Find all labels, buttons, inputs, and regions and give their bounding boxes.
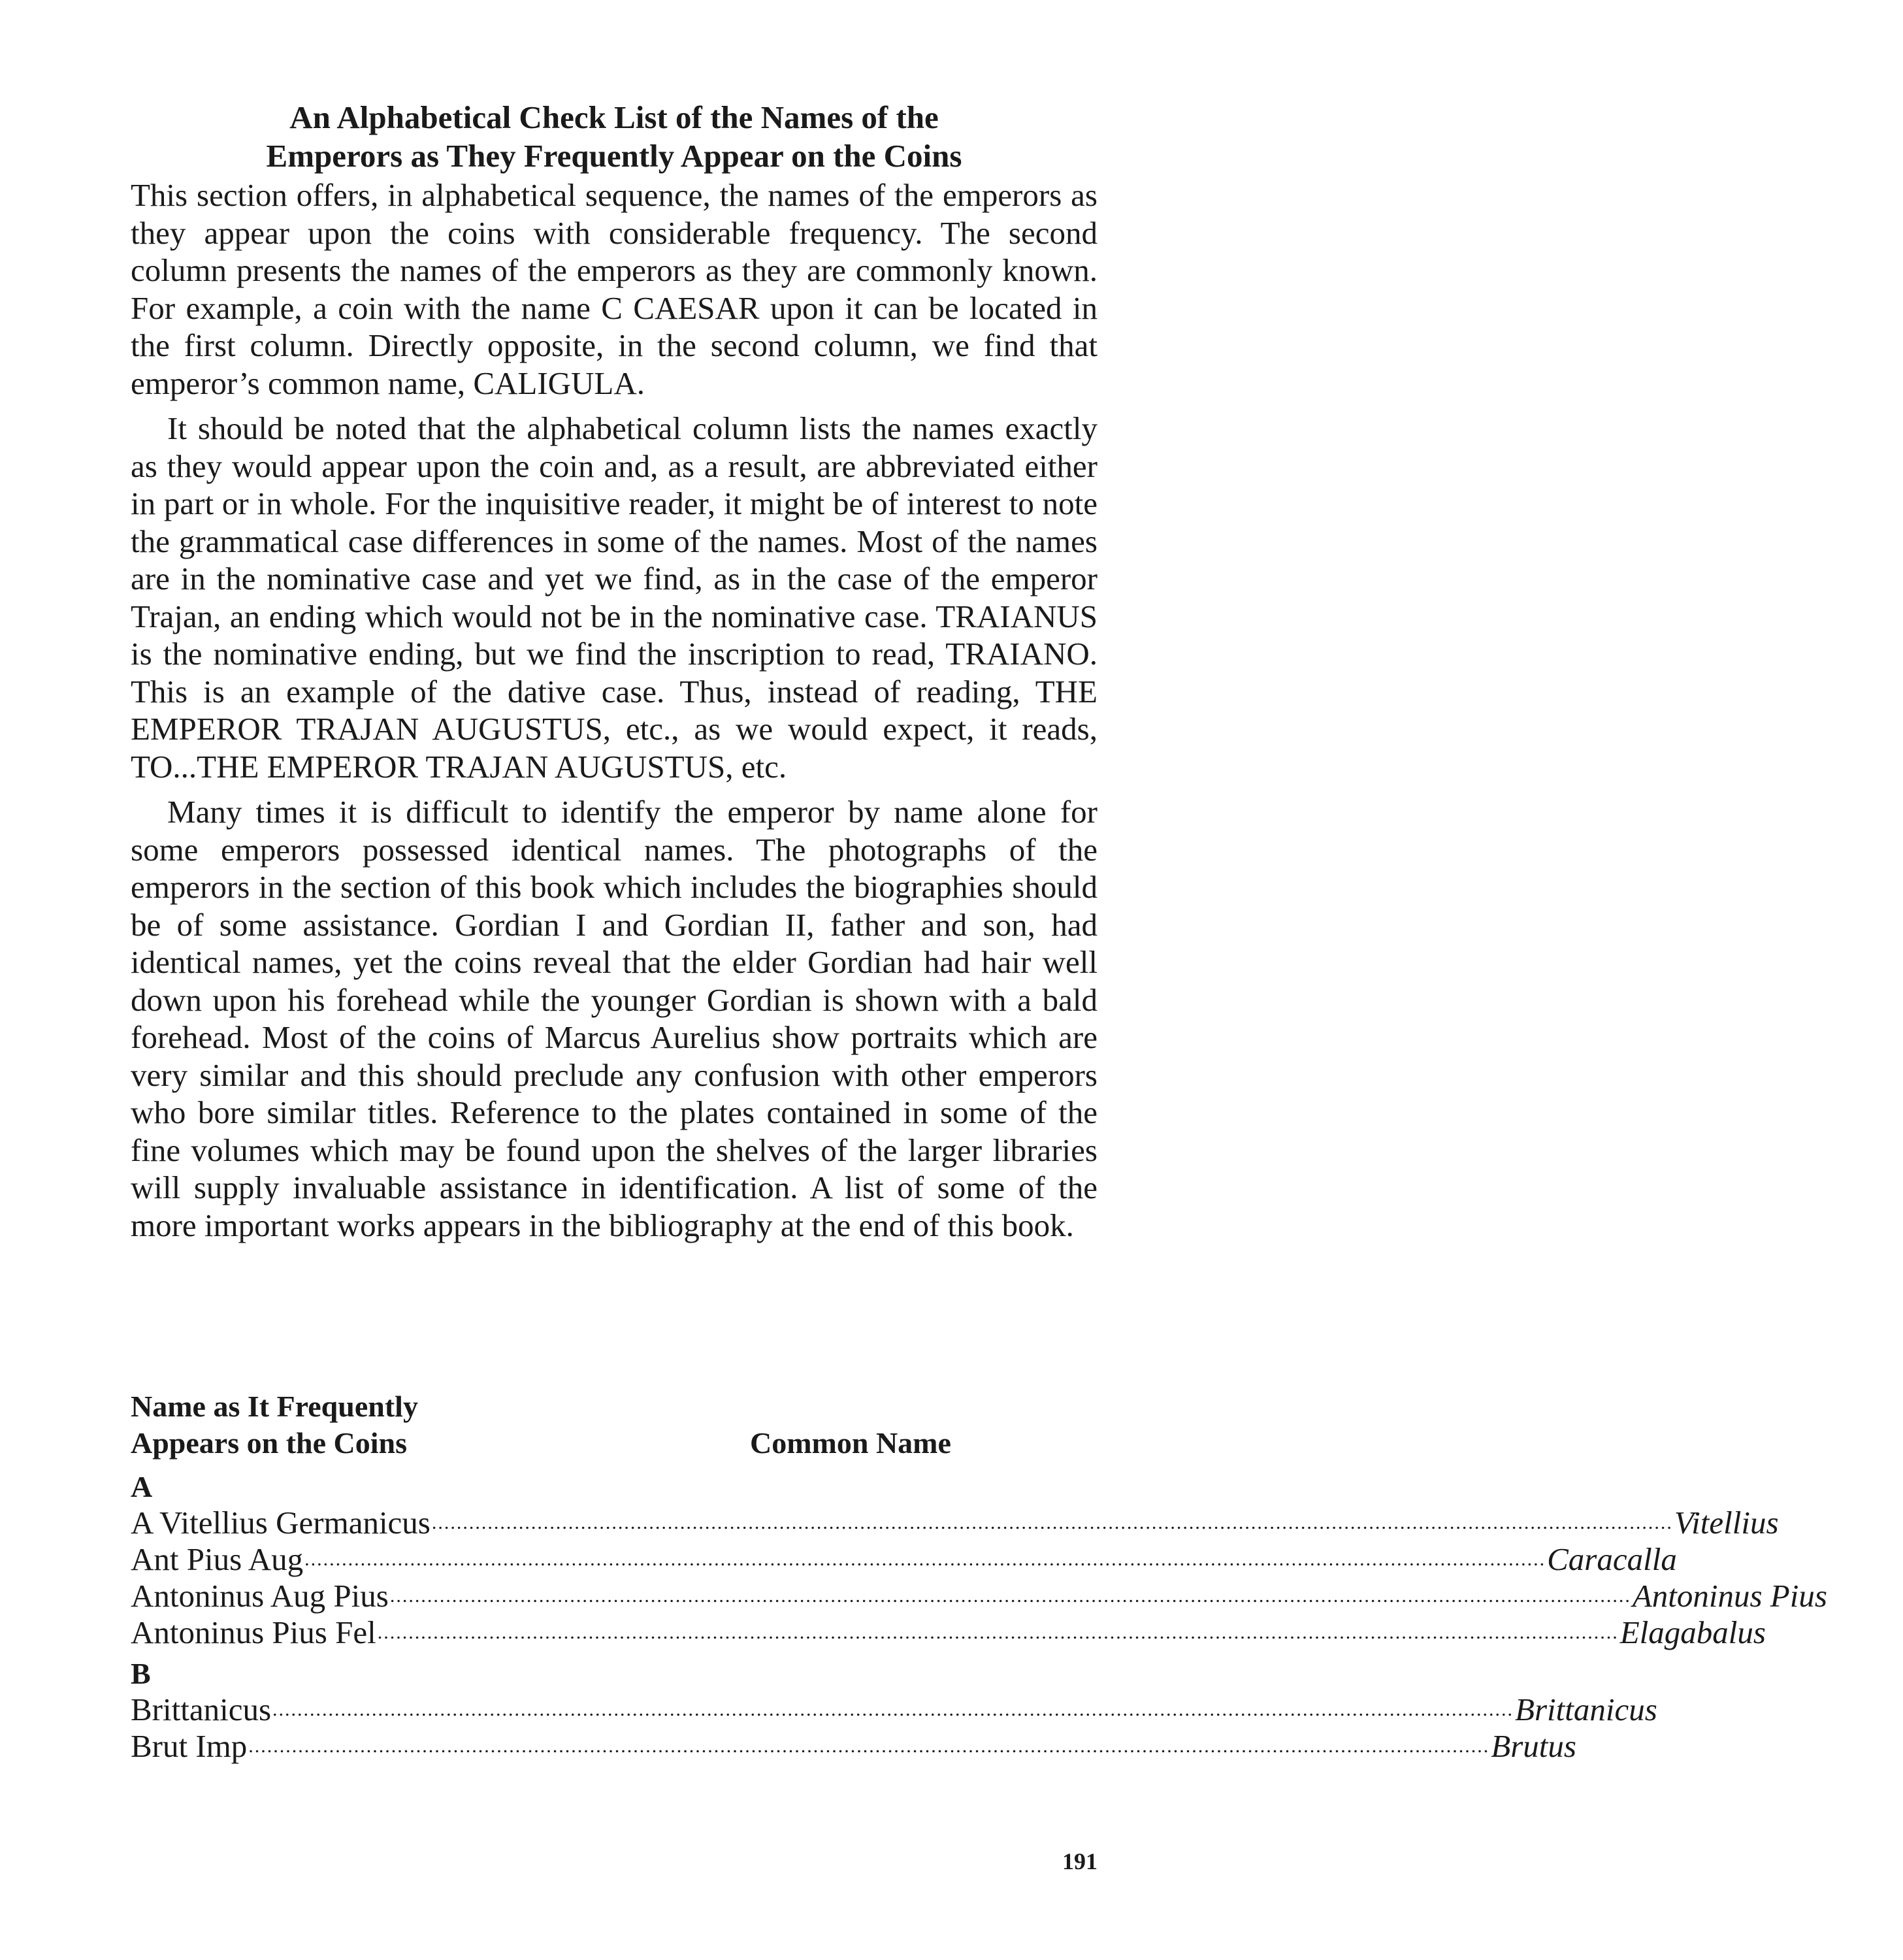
paragraph-2: It should be noted that the alphabetical column lists the names exactly as they would appear upon the coin and, as a result, are abbreviated either in part or in whole. For the inquisitive reader, it might be of interest to note the grammatical case differences in some of the names. Most of the names are in the nominative case and yet we find, as in the case of the emperor Trajan, an ending which would not be in the nominative case. TRAIANUS is the nominative ending, but we find the inscription to read, TRAIANO. This is an example of the dative case. Thus, instead of reading, THE EMPEROR TRAJAN AUGUSTUS, etc., as we would expect, it reads, TO...THE EMPEROR TRAJAN AUGUSTUS, etc. [131,410,1098,785]
section-letter: A [131,1470,153,1503]
section-b [131,1656,1657,1765]
coin-name: Brut Imp [131,1728,248,1764]
common-name: Brutus [1491,1728,1576,1764]
paragraph-1: This section offers, in alphabetical sequence, the names of the emperors as they appear upon the coins with considerable frequency. The second column presents the names of the emperors as they are commonly known. For example, a coin with the name C CAESAR upon it can be located in the first column. Directly opposite, in the second column, we find that emperor’s common name, CALIGULA. [131,177,1098,401]
dot-leader: ........................................................................................................................................................................................................ [431,1512,1673,1533]
common-name: Caracalla [1547,1541,1677,1577]
intro-text [131,176,1098,1244]
section-a [131,1469,1827,1651]
common-name-column-header: Common Name [750,1426,951,1460]
common-name: Elagabalus [1619,1614,1766,1650]
coin-name: Ant Pius Aug [131,1541,304,1577]
dot-leader: ........................................................................................................................................................................................................ [272,1699,1514,1720]
coin-name-column-header [131,1388,418,1462]
title-line-1: An Alphabetical Check List of the Names of the [289,99,939,135]
dot-leader: ........................................................................................................................................................................................................ [248,1735,1490,1757]
dot-leader: ........................................................................................................................................................................................................ [304,1548,1546,1570]
list-header [131,1388,1098,1464]
common-name: Antoninus Pius [1632,1578,1827,1614]
coin-name: Antoninus Aug Pius [131,1578,389,1614]
coin-name: Brittanicus [131,1691,272,1727]
coin-name-header-line-1: Name as It Frequently [131,1390,418,1423]
common-name: Brittanicus [1515,1691,1657,1727]
title-line-2: Emperors as They Frequently Appear on the Coins [266,138,962,174]
name-check-list [131,1388,1827,1765]
page-title [131,98,1098,175]
list-item [131,1728,1576,1765]
coin-name: A Vitellius Germanicus [131,1505,431,1541]
common-name: Vitellius [1674,1505,1779,1541]
coin-name-header-line-2: Appears on the Coins [131,1426,408,1460]
coin-name: Antoninus Pius Fel [131,1614,376,1650]
section-letter: B [131,1657,151,1690]
page-number: 191 [1062,1848,1098,1874]
page-content [131,98,1098,1244]
list-item [131,1541,1677,1578]
list-item [131,1505,1779,1541]
dot-leader: ........................................................................................................................................................................................................ [377,1622,1619,1643]
paragraph-3: Many times it is difficult to identify the emperor by name alone for some emperors possessed identical names. The photographs of the emperors in the section of this book which includes the biographies should be of some assistance. Gordian I and Gordian II, father and son, had identical names, yet the coins reveal that the elder Gordian had hair well down upon his forehead while the younger Gordian is shown with a bald forehead. Most of the coins of Marcus Aurelius show portraits which are very similar and this should preclude any confusion with other emperors who bore similar titles. Reference to the plates contained in some of the fine volumes which may be found upon the shelves of the larger libraries will supply invaluable assistance in identification. A list of some of the more important works appears in the bibliography at the end of this book. [131,794,1098,1243]
list-item [131,1614,1766,1651]
list-item [131,1578,1827,1614]
list-item [131,1691,1657,1728]
dot-leader: ........................................................................................................................................................................................................ [389,1585,1631,1607]
